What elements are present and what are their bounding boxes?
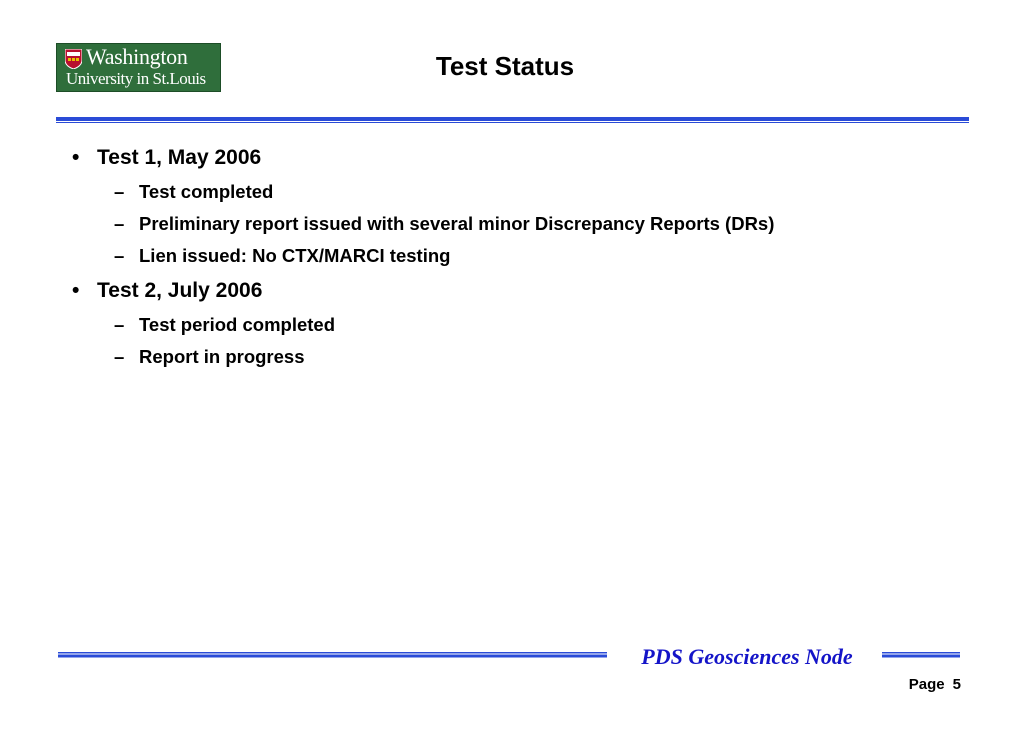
page-number [909,675,961,695]
sub-list-item [72,341,972,373]
dash-marker: – [114,213,125,234]
bullet-marker: • [72,279,80,302]
sub-list-item [72,240,972,272]
sub-list-item-text: Report in progress [139,346,305,367]
footer-divider-right [882,652,960,659]
list-item [72,276,972,306]
sub-list-item-text: Test period completed [139,314,335,335]
sub-list-item [72,309,972,341]
sub-list-item-text: Preliminary report issued with several minor Discrepancy Reports (DRs) [139,213,775,234]
footer-node-name: PDS Geosciences Node [641,644,853,669]
sub-list-item [72,208,972,240]
page-label: Page [908,676,945,693]
dash-marker: – [114,245,125,266]
slide-title: Test Status [435,51,575,81]
bullet-marker: • [72,146,80,169]
list-item [72,143,972,173]
bullet-list [72,143,972,373]
list-item-text: Test 2, July 2006 [97,279,263,302]
sub-list-item [72,176,972,208]
sub-list-item-text: Lien issued: No CTX/MARCI testing [139,245,451,266]
footer-divider-left [58,652,607,659]
shield-icon [65,49,82,69]
sub-list-item-text: Test completed [139,181,274,202]
page-number-value: 5 [952,676,961,693]
list-item-text: Test 1, May 2006 [97,146,262,169]
header-divider [56,117,969,123]
logo-line2: University in St.Louis [66,69,206,88]
dash-marker: – [114,181,125,202]
logo-line1: Washington [86,44,188,69]
university-logo [56,43,221,92]
dash-marker: – [114,346,125,367]
dash-marker: – [114,314,125,335]
